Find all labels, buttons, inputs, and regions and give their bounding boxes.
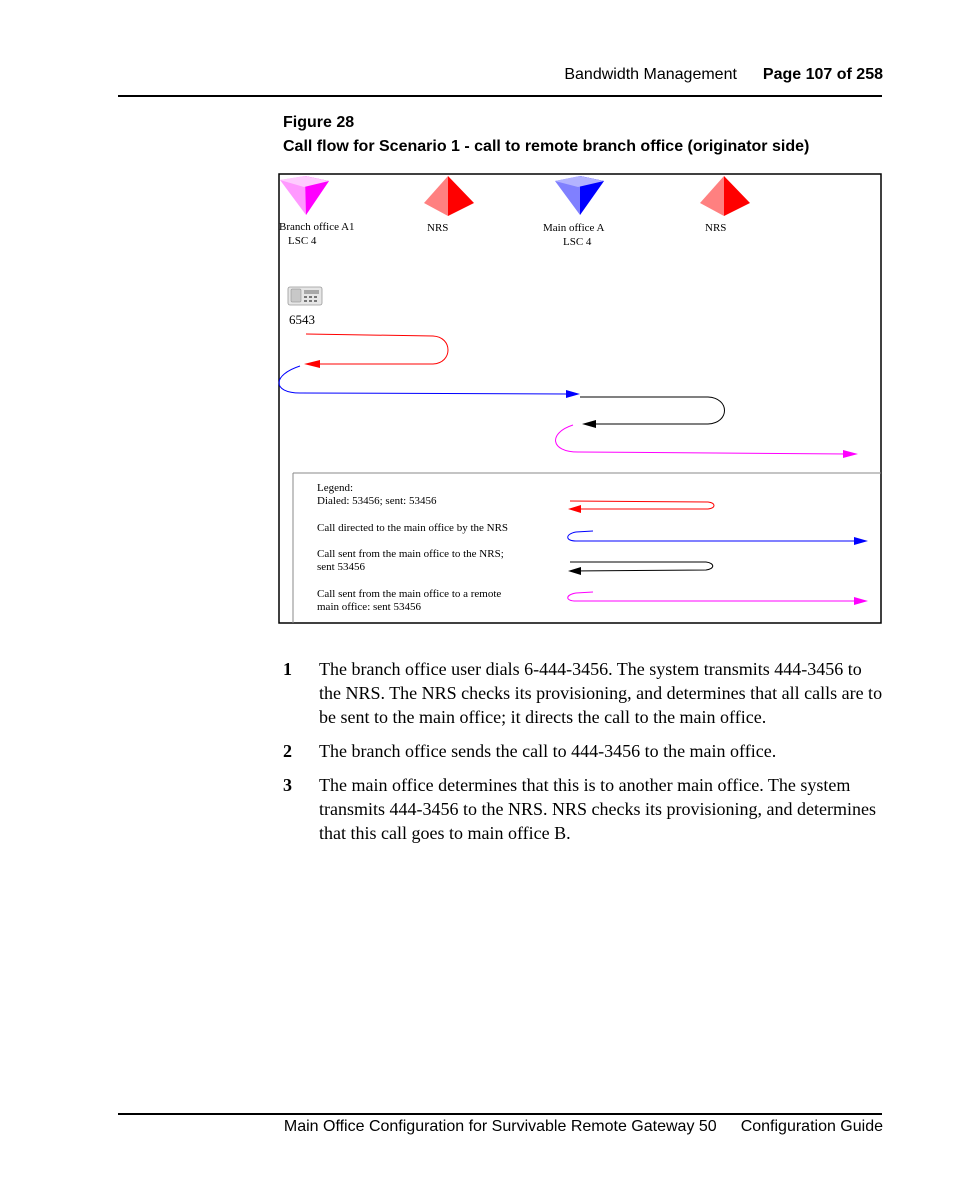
legend-title: Legend: <box>317 482 354 494</box>
legend-item-black-label-line1: Call sent from the main office to the NRS; <box>317 548 504 560</box>
step-text: The branch office sends the call to 444-3456 to the main office. <box>319 741 777 761</box>
node-label-nrs-2: NRS <box>705 222 727 234</box>
ip-phone-icon <box>288 287 322 305</box>
call-flow-diagram <box>278 173 882 624</box>
step-2 <box>283 739 888 763</box>
legend-item-blue-label: Call directed to the main office by the NRS <box>317 522 509 534</box>
legend-item-black-label-line2: sent 53456 <box>317 561 365 573</box>
figure-label: Figure 28 <box>283 114 355 131</box>
running-footer <box>284 1118 883 1136</box>
node-sublabel-branch-office-a1: LSC 4 <box>288 235 317 247</box>
footer-document-title: Main Office Configuration for Survivable Remote Gateway 50 <box>283 1118 717 1135</box>
node-label-nrs-1: NRS <box>427 222 449 234</box>
header-section-title: Bandwidth Management <box>564 66 737 83</box>
legend-item-magenta-label-line2: main office: sent 53456 <box>317 601 421 613</box>
step-text: The branch office user dials 6-444-3456. The system transmits 444-3456 to the NRS. The NRS checks its provisioning, and determines that all calls are to be sent to the main office; it directs the call to the main office. <box>319 659 883 727</box>
step-text: The main office determines that this is to another main office. The system transmits 444-3456 to the NRS. NRS checks its provisioning, and determines that this call goes to main office B. <box>319 775 876 843</box>
procedure-steps <box>283 657 888 855</box>
node-sublabel-main-office-a: LSC 4 <box>563 236 592 248</box>
phone-extension: 6543 <box>289 312 315 327</box>
node-label-main-office-a: Main office A <box>543 222 605 234</box>
legend-item-magenta-label-line1: Call sent from the main office to a remote <box>317 588 502 600</box>
footer-rule <box>118 1113 882 1115</box>
step-number: 1 <box>283 659 292 679</box>
node-label-branch-office-a1: Branch office A1 <box>279 221 355 233</box>
step-number: 3 <box>283 775 292 795</box>
running-header <box>564 66 883 84</box>
step-3 <box>283 773 888 845</box>
step-number: 2 <box>283 741 292 761</box>
footer-guide-type: Configuration Guide <box>740 1118 883 1135</box>
header-rule <box>118 95 882 97</box>
legend-item-red-label: Dialed: 53456; sent: 53456 <box>317 495 437 507</box>
figure-caption: Call flow for Scenario 1 - call to remote branch office (originator side) <box>283 138 810 155</box>
header-page-number: Page 107 of 258 <box>762 66 883 83</box>
step-1 <box>283 657 888 729</box>
